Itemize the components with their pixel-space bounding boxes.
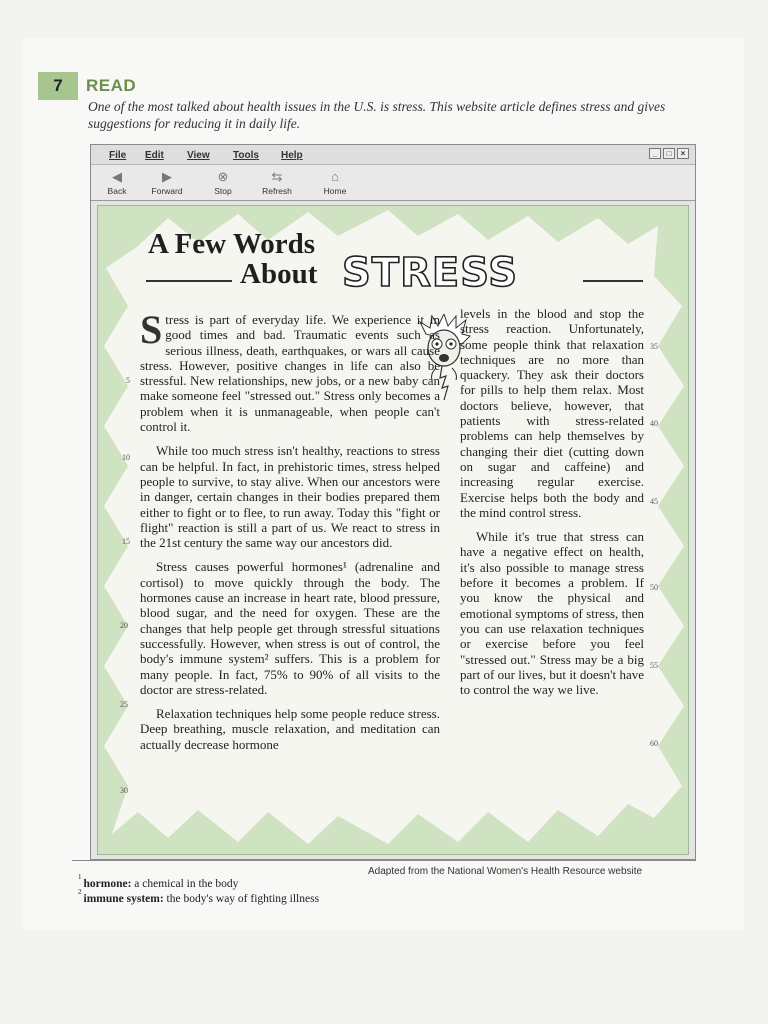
window-controls	[649, 148, 689, 159]
article-column-left	[140, 307, 440, 752]
intro-text: One of the most talked about health issues in the U.S. is stress. This website article defines stress and gives suggestions for reducing it in daily life.	[88, 99, 666, 131]
paragraph-1	[140, 307, 440, 435]
line-number: 40	[650, 419, 658, 428]
browser-window	[90, 144, 696, 860]
forward-button[interactable]: ▶ Forward	[141, 168, 193, 200]
forward-arrow-icon: ▶	[162, 169, 172, 184]
browser-toolbar	[91, 165, 695, 201]
footnote-2-number: 2	[78, 888, 82, 896]
maximize-icon[interactable]: □	[663, 148, 675, 159]
refresh-icon: ⇆	[271, 169, 283, 184]
line-number: 5	[126, 376, 130, 385]
paragraph-2-text: While too much stress isn't healthy, reactions to stress can be helpful. In fact, in prehistoric times, stress helped people to survive, to stay alive. When our ancestors were in danger, certain changes in their bodies prepared them either to fight or to flee, to run away. Today this "fight or flight" reaction is still a part of us. We react to stress in the 21st century the same way our ancestors did.	[140, 443, 440, 551]
footnote-2-term: immune system:	[83, 892, 164, 905]
paragraph-6-text: While it's true that stress can have a negative effect on health, it's also possible to manage stress before it becomes a problem. If you know the physical and emotional symptoms of stress, then you can use relaxation techniques or exercise before you feel "stressed out." Stress may be a big part of our lives, but it doesn't have to control the way we live.	[460, 529, 644, 698]
title-rule-right	[583, 280, 643, 282]
paragraph-6	[460, 529, 644, 697]
menu-edit[interactable]: Edit	[145, 150, 164, 161]
line-number: 50	[650, 583, 658, 592]
line-number: 20	[120, 621, 128, 630]
article-title-line1: A Few Words	[148, 228, 316, 260]
paragraph-5: levels in the blood and stop the stress reaction. Unfortunately, some people think that relaxation techniques are no more than quackery. They ask their doctors for pills to help them relax. Most doctors believe, however, that patients with stress-related problems can help themselves by changing their diet (cutting down on sugar and caffeine) and increasing regular exercise. Exercise helps both the body and the mind control stress.	[460, 306, 644, 520]
article-column-right	[460, 306, 644, 697]
close-icon[interactable]: ×	[677, 148, 689, 159]
line-number: 25	[120, 700, 128, 709]
section-label: READ	[86, 76, 137, 95]
home-button[interactable]: ⌂ Home	[309, 168, 361, 200]
section-number: 7	[38, 72, 78, 100]
footnote-1-term: hormone:	[83, 877, 132, 890]
minimize-icon[interactable]: _	[649, 148, 661, 159]
back-arrow-icon: ◀	[112, 169, 122, 184]
line-number: 35	[650, 342, 658, 351]
source-credit: Adapted from the National Women's Health Resource website	[368, 866, 643, 877]
menu-bar	[91, 145, 695, 165]
paragraph-1-text: tress is part of everyday life. We experience it in good times and bad. Traumatic events such as serious illness, death, earthquakes, or wars all cause stress. However, positive changes in life can also be stressful. New relationships, new jobs, or a new baby can make someone feel "stressed out." Stress only becomes a problem when it is unmanageable, when people can't control it.	[140, 312, 440, 435]
footnote-2-definition: the body's way of fighting illness	[166, 892, 320, 905]
footnote-rule	[72, 860, 696, 861]
menu-view[interactable]: View	[187, 150, 210, 161]
footnote-1-number: 1	[78, 873, 82, 881]
footnote-1-definition: a chemical in the body	[134, 877, 239, 890]
title-rule-left	[146, 280, 232, 282]
menu-file[interactable]: File	[109, 150, 127, 161]
stop-button[interactable]: ⊗ Stop	[197, 168, 249, 200]
line-number: 15	[122, 537, 130, 546]
paragraph-4	[140, 706, 440, 752]
paragraph-2	[140, 443, 440, 550]
paragraph-3	[140, 559, 440, 697]
menu-help[interactable]: Help	[281, 150, 303, 161]
footnote-1	[78, 873, 239, 890]
stress-title-text: STRESS	[342, 250, 519, 294]
stress-title-word	[338, 248, 568, 294]
line-number: 10	[122, 453, 130, 462]
drop-cap: S	[140, 307, 163, 352]
line-number: 55	[650, 661, 658, 670]
paragraph-4-text: Relaxation techniques help some people reduce stress. Deep breathing, muscle relaxation, and meditation can actually decrease hormone	[140, 706, 440, 752]
web-page-content	[97, 205, 689, 855]
back-button[interactable]: ◀ Back	[91, 168, 143, 200]
footnote-2	[78, 888, 320, 905]
line-number: 45	[650, 497, 658, 506]
line-number: 60	[650, 739, 658, 748]
menu-tools[interactable]: Tools	[233, 150, 259, 161]
article-title-line2: About	[240, 258, 318, 290]
refresh-button[interactable]: ⇆ Refresh	[251, 168, 303, 200]
stop-icon: ⊗	[217, 169, 229, 184]
line-number: 30	[120, 786, 128, 795]
home-icon: ⌂	[331, 169, 339, 184]
section-header	[38, 72, 136, 100]
paragraph-3-text: Stress causes powerful hormones¹ (adrenaline and cortisol) to move quickly through the body. The hormones cause an increase in heart rate, blood pressure, blood sugar, and the need for oxygen. These are the changes that help people get through stressful situations successfully. However, when stress is out of control, the body's immune system² suffers. This is a problem for many people. In fact, 75% to 90% of all visits to the doctor are stress-related.	[140, 559, 440, 697]
